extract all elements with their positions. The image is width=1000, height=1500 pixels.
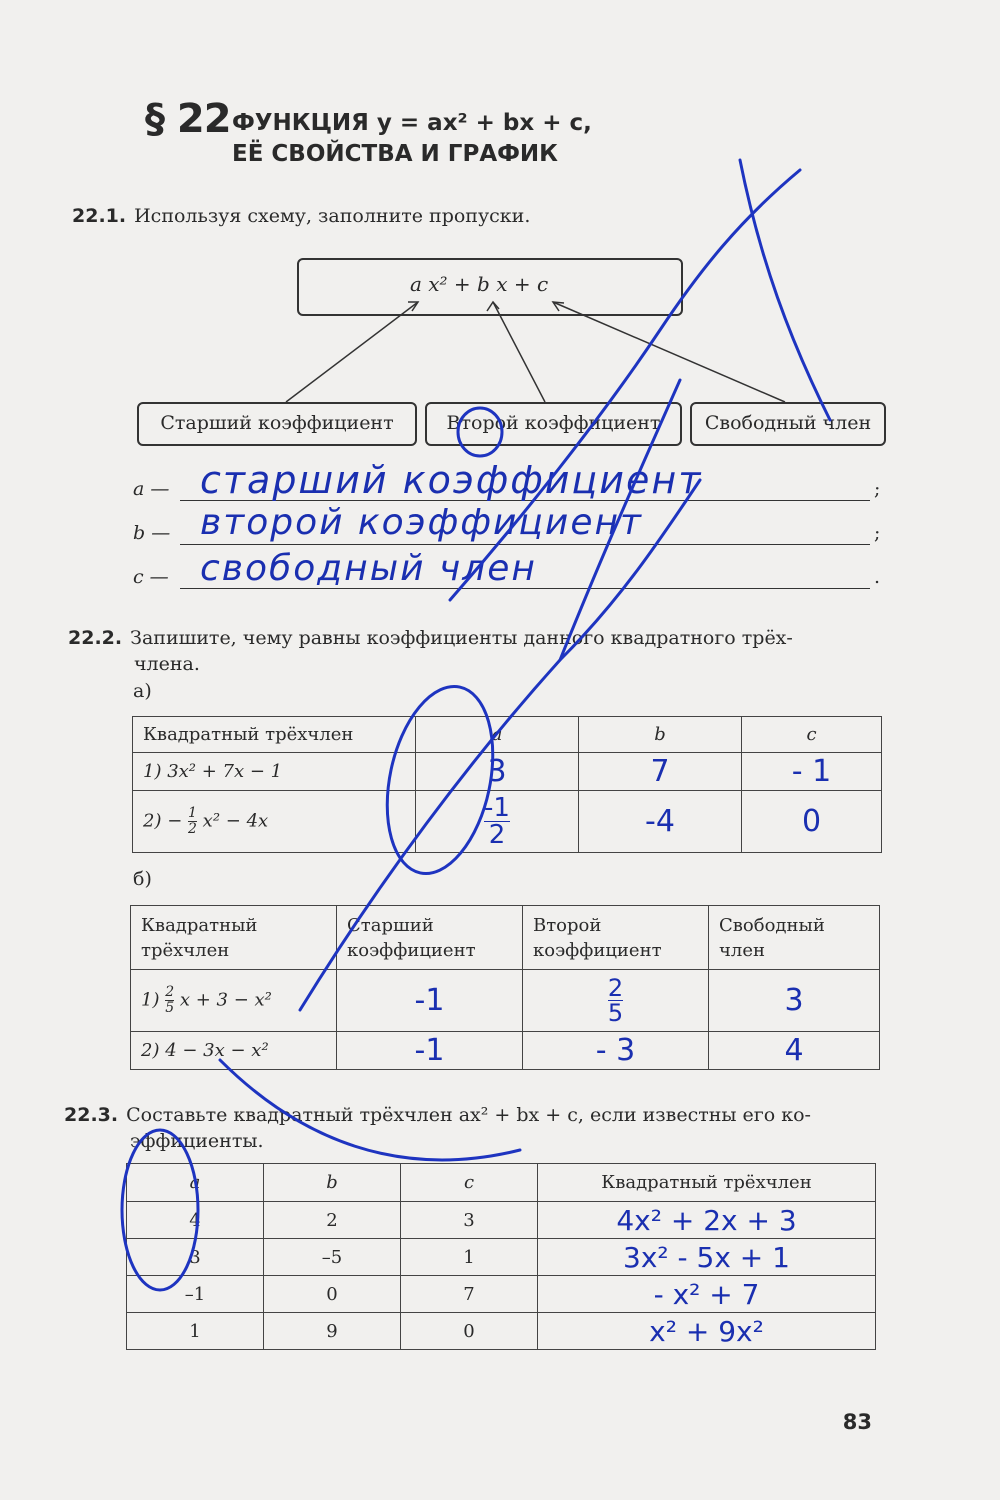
expr-suffix: x + 3 − x²	[179, 989, 272, 1011]
answer-cell[interactable]: 4x² + 2x + 3	[538, 1202, 876, 1239]
table-row	[127, 1239, 876, 1276]
cell-a: 1	[127, 1313, 264, 1350]
table-row	[131, 1032, 880, 1070]
frac-den: 5	[607, 999, 624, 1027]
answer-cell[interactable]: 4	[709, 1032, 880, 1070]
answer-cell[interactable]: - x² + 7	[538, 1276, 876, 1313]
fraction	[165, 985, 174, 1016]
frac-num: 1	[188, 805, 197, 821]
frac-num: 2	[165, 984, 175, 1000]
formula: a x² + b x + c	[410, 272, 549, 296]
answer-cell[interactable]: 3	[416, 753, 579, 791]
col-header: Второй коэффициент	[523, 906, 709, 970]
frac-den: 5	[165, 1000, 175, 1016]
fill-row-b	[133, 522, 170, 544]
fill-row-a	[133, 478, 169, 500]
col-header: c	[742, 717, 882, 753]
table-22-3	[126, 1163, 876, 1350]
table-22-2b	[130, 905, 880, 1070]
table-row	[127, 1313, 876, 1350]
frac-den: 2	[188, 821, 197, 837]
cell-c: 0	[401, 1313, 538, 1350]
fill-line-b	[180, 544, 870, 545]
task-22-3	[64, 1102, 884, 1154]
task-22-1	[72, 205, 530, 227]
col-header: a	[416, 717, 579, 753]
task-number: 22.1.	[72, 205, 127, 227]
col-header: b	[579, 717, 742, 753]
fill-end-b: ;	[874, 522, 881, 544]
section-number: § 22	[145, 96, 231, 142]
table-header-row	[127, 1164, 876, 1202]
col-header: Квадратный трёхчлен	[133, 717, 416, 753]
fill-var: a —	[133, 478, 170, 500]
table-row	[133, 791, 882, 853]
label-free-term: Свободный член	[690, 402, 886, 446]
table-header-row	[131, 906, 880, 970]
task-22-2	[68, 625, 883, 677]
cell-a: 3	[127, 1239, 264, 1276]
cell-b: 0	[264, 1276, 401, 1313]
task-number: 22.3.	[64, 1104, 119, 1126]
task-text: Запишите, чему равны коэффициенты данного квадратного трёх-	[130, 627, 793, 649]
task-text: Используя схему, заполните пропуски.	[134, 205, 531, 227]
table-header-row	[133, 717, 882, 753]
section-title	[232, 108, 652, 170]
fill-var: c —	[133, 566, 169, 588]
answer-cell[interactable]: - 1	[742, 753, 882, 791]
cell-b: 9	[264, 1313, 401, 1350]
col-header: Старший коэффициент	[337, 906, 523, 970]
part-b-label: б)	[133, 868, 152, 890]
expr-cell	[131, 970, 337, 1032]
section-title-line2: ЕЁ СВОЙСТВА И ГРАФИК	[232, 141, 558, 167]
page-number: 83	[842, 1410, 872, 1434]
table-row	[133, 753, 882, 791]
col-header: Свободный член	[709, 906, 880, 970]
checkmark-stroke	[740, 160, 830, 420]
frac-den: 2	[488, 820, 506, 850]
hw-answer-c[interactable]: свободный член	[200, 548, 537, 589]
cell-b: –5	[264, 1239, 401, 1276]
answer-cell[interactable]: x² + 9x²	[538, 1313, 876, 1350]
table-row	[127, 1276, 876, 1313]
col-header: c	[401, 1164, 538, 1202]
task-line2: члена.	[134, 653, 200, 675]
fill-row-c	[133, 566, 169, 588]
col-header: a	[127, 1164, 264, 1202]
cell-c: 3	[401, 1202, 538, 1239]
cell-c: 7	[401, 1276, 538, 1313]
fraction	[484, 795, 510, 848]
expr-suffix: x² − 4x	[202, 810, 269, 832]
answer-cell[interactable]: -1	[337, 970, 523, 1032]
cell-b: 2	[264, 1202, 401, 1239]
task-number: 22.2.	[68, 627, 123, 649]
table-row	[131, 970, 880, 1032]
col-header: b	[264, 1164, 401, 1202]
cell-c: 1	[401, 1239, 538, 1276]
fraction	[188, 806, 197, 837]
expr-cell	[133, 791, 416, 853]
expr-cell: 2) 4 − 3x − x²	[131, 1032, 337, 1070]
hw-answer-a[interactable]: старший коэффициент	[200, 458, 703, 502]
answer-cell[interactable]	[523, 970, 709, 1032]
cell-a: –1	[127, 1276, 264, 1313]
fill-var: b —	[133, 522, 171, 544]
col-header: Квадратный трёхчлен	[538, 1164, 876, 1202]
frac-num: -1	[484, 793, 510, 823]
answer-cell[interactable]: 3x² - 5x + 1	[538, 1239, 876, 1276]
part-a-label: а)	[133, 680, 152, 702]
fill-end-c: .	[874, 566, 881, 588]
answer-cell[interactable]: 0	[742, 791, 882, 853]
cell-a: 4	[127, 1202, 264, 1239]
hw-answer-b[interactable]: второй коэффициент	[200, 502, 643, 543]
expr-cell: 1) 3x² + 7x − 1	[133, 753, 416, 791]
expr-prefix: 2) −	[143, 810, 183, 832]
task-text: Составьте квадратный трёхчлен ax² + bx + c, если известны его ко-	[126, 1104, 811, 1126]
answer-cell[interactable]: 3	[709, 970, 880, 1032]
answer-cell[interactable]: -4	[579, 791, 742, 853]
task-line1	[64, 1102, 884, 1128]
col-header: Квадратный трёхчлен	[131, 906, 337, 970]
task-line2: эффициенты.	[130, 1130, 264, 1152]
fraction	[608, 976, 623, 1025]
answer-cell[interactable]: -1	[337, 1032, 523, 1070]
table-row	[127, 1202, 876, 1239]
table-22-2a	[132, 716, 882, 853]
fill-end-a: ;	[874, 478, 881, 500]
answer-cell[interactable]	[416, 791, 579, 853]
frac-num: 2	[607, 974, 624, 1002]
answer-cell[interactable]: 7	[579, 753, 742, 791]
section-title-line1: ФУНКЦИЯ y = ax² + bx + c,	[232, 110, 592, 136]
expr-prefix: 1)	[141, 989, 160, 1011]
label-second-coef: Второй коэффициент	[425, 402, 682, 446]
task-line1	[68, 625, 883, 651]
answer-cell[interactable]: - 3	[523, 1032, 709, 1070]
label-leading-coef: Старший коэффициент	[137, 402, 417, 446]
